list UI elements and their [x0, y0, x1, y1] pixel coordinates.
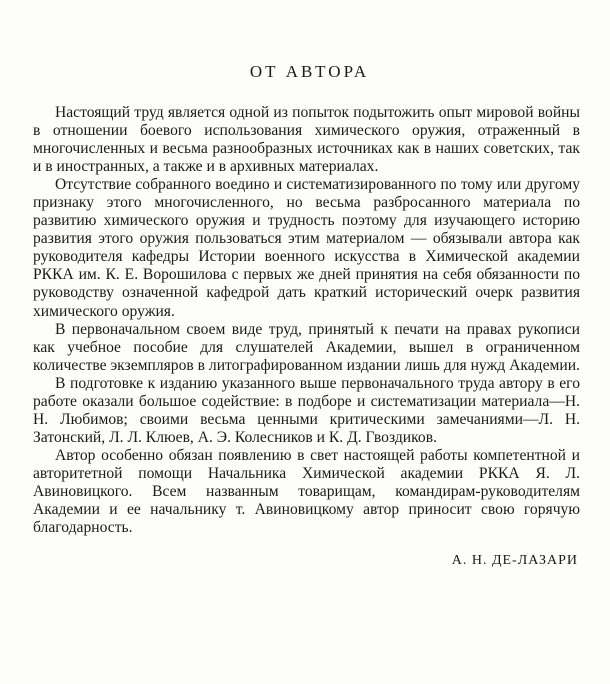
page-title: ОТ АВТОРА [249, 62, 370, 81]
preface-text [33, 104, 580, 537]
paragraph-3: В первоначальном своем виде труд, принятый к печати на правах рукописи как учебное пособие для слушателей Академии, вышел в ограниченном количестве экземпляров в литографированном издании лишь для нужд Академии. [33, 320, 580, 374]
paragraph-4: В подготовке к изданию указанного выше первоначального труда автору в его работе оказали большое содействие: в подборе и систематизации материала—Н. Н. Любимов; своими весьма ценными критическими замечаниями—Л. Н. Затонский, Л. Л. Клюев, А. Э. Колесников и К. Д. Гвоздиков. [33, 374, 580, 446]
author-signature: А. Н. ДЕ-ЛАЗАРИ [451, 553, 578, 569]
paragraph-1: Настоящий труд является одной из попыток подытожить опыт мировой войны в отношении боевого использования химического оружия, отраженный в многочисленных и весьма разнообразных источниках как в наших советских, так и в иностранных, а также и в архивных материалах. [33, 104, 580, 176]
paragraph-5: Автор особенно обязан появлению в свет настоящей работы компетентной и авторитетной помощи Начальника Химической академии РККА Я. Л. Авиновицкого. Всем названным товарищам, командирам-руководителям Академии и ее начальнику т. Авиновицкому автор приносит свою горячую благодарность. [33, 446, 580, 537]
paragraph-2: Отсутствие собранного воедино и систематизированного по тому или другому признаку этого многочисленного, но весьма разбросанного материала по развитию химического оружия и трудность поэтому для изучающего историю развития этого оружия пользоваться этим материалом — обязывали автора как руководителя кафедры Истории военного искусства в Химической академии РККА им. К. Е. Ворошилова с первых же дней принятия на себя обязанности по руководству означенной кафедрой дать краткий исторический очерк развития химического оружия. [33, 176, 580, 320]
